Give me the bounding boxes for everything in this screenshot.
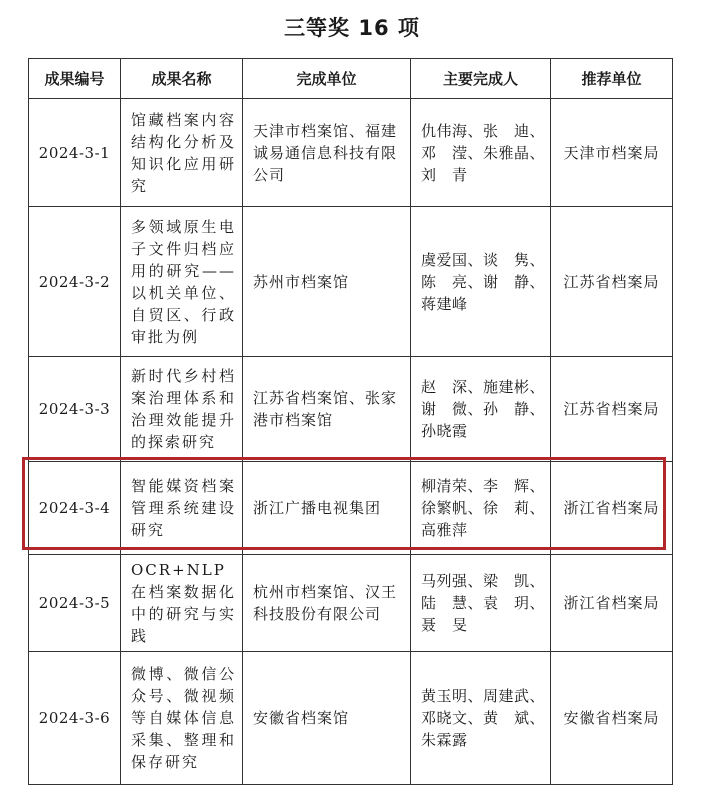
people-line: 仇伟海、张 迪、 (421, 121, 546, 140)
header-people: 主要完成人 (411, 59, 551, 99)
award-id: 2024-3-1 (29, 99, 121, 207)
award-people (411, 462, 551, 555)
award-name: 微博、微信公众号、微视频等自媒体信息采集、整理和保存研究 (121, 652, 243, 785)
people-line: 孙晓霞 (421, 422, 468, 440)
award-unit: 杭州市档案馆、汉王科技股份有限公司 (243, 555, 411, 652)
award-people (411, 555, 551, 652)
people-line: 陈 亮、谢 静、 (421, 272, 546, 291)
people-line: 柳清荣、李 辉、 (421, 477, 546, 495)
people-line: 朱霖露 (421, 731, 468, 749)
people-line: 蒋建峰 (421, 294, 468, 313)
award-unit: 安徽省档案馆 (243, 652, 411, 785)
people-line: 虞爱国、谈 隽、 (421, 250, 546, 269)
award-id: 2024-3-3 (29, 357, 121, 462)
table-row (29, 462, 673, 555)
award-recommender: 天津市档案局 (551, 99, 673, 207)
award-id: 2024-3-5 (29, 555, 121, 652)
award-recommender: 江苏省档案局 (551, 207, 673, 357)
award-unit: 浙江广播电视集团 (243, 462, 411, 555)
award-name: 智能媒资档案管理系统建设研究 (121, 462, 243, 555)
people-line: 马列强、梁 凯、 (421, 572, 546, 590)
header-unit: 完成单位 (243, 59, 411, 99)
people-line: 邓晓文、黄 斌、 (421, 709, 546, 727)
table-row (29, 99, 673, 207)
award-recommender: 江苏省档案局 (551, 357, 673, 462)
award-name: 新时代乡村档案治理体系和治理效能提升的探索研究 (121, 357, 243, 462)
award-recommender: 安徽省档案局 (551, 652, 673, 785)
award-unit: 苏州市档案馆 (243, 207, 411, 357)
award-people (411, 357, 551, 462)
people-line: 赵 深、施建彬、 (421, 378, 546, 396)
people-line: 黄玉明、周建武、 (421, 687, 546, 705)
awards-table (28, 58, 673, 785)
table-row (29, 207, 673, 357)
people-line: 高雅萍 (421, 521, 468, 539)
award-id: 2024-3-2 (29, 207, 121, 357)
award-recommender: 浙江省档案局 (551, 555, 673, 652)
award-recommender: 浙江省档案局 (551, 462, 673, 555)
award-people (411, 652, 551, 785)
people-line: 刘 青 (421, 165, 468, 184)
award-people (411, 207, 551, 357)
table-header-row (29, 59, 673, 99)
header-recommender: 推荐单位 (551, 59, 673, 99)
award-people (411, 99, 551, 207)
header-name: 成果名称 (121, 59, 243, 99)
people-line: 聂 旻 (421, 616, 468, 634)
award-unit: 天津市档案馆、福建诚易通信息科技有限公司 (243, 99, 411, 207)
people-line: 邓 滢、朱雅晶、 (421, 143, 546, 162)
table-row (29, 652, 673, 785)
award-name: OCR+NLP在档案数据化中的研究与实践 (121, 555, 243, 652)
award-unit: 江苏省档案馆、张家港市档案馆 (243, 357, 411, 462)
award-name: 多领域原生电子文件归档应用的研究——以机关单位、自贸区、行政审批为例 (121, 207, 243, 357)
award-name: 馆藏档案内容结构化分析及知识化应用研究 (121, 99, 243, 207)
page-title: 三等奖 16 项 (284, 16, 420, 40)
people-line: 徐繁帆、徐 莉、 (421, 499, 546, 517)
table-row (29, 555, 673, 652)
header-id: 成果编号 (29, 59, 121, 99)
table-row (29, 357, 673, 462)
people-line: 陆 慧、袁 玥、 (421, 594, 546, 612)
people-line: 谢 微、孙 静、 (421, 400, 546, 418)
award-id: 2024-3-4 (29, 462, 121, 555)
award-id: 2024-3-6 (29, 652, 121, 785)
